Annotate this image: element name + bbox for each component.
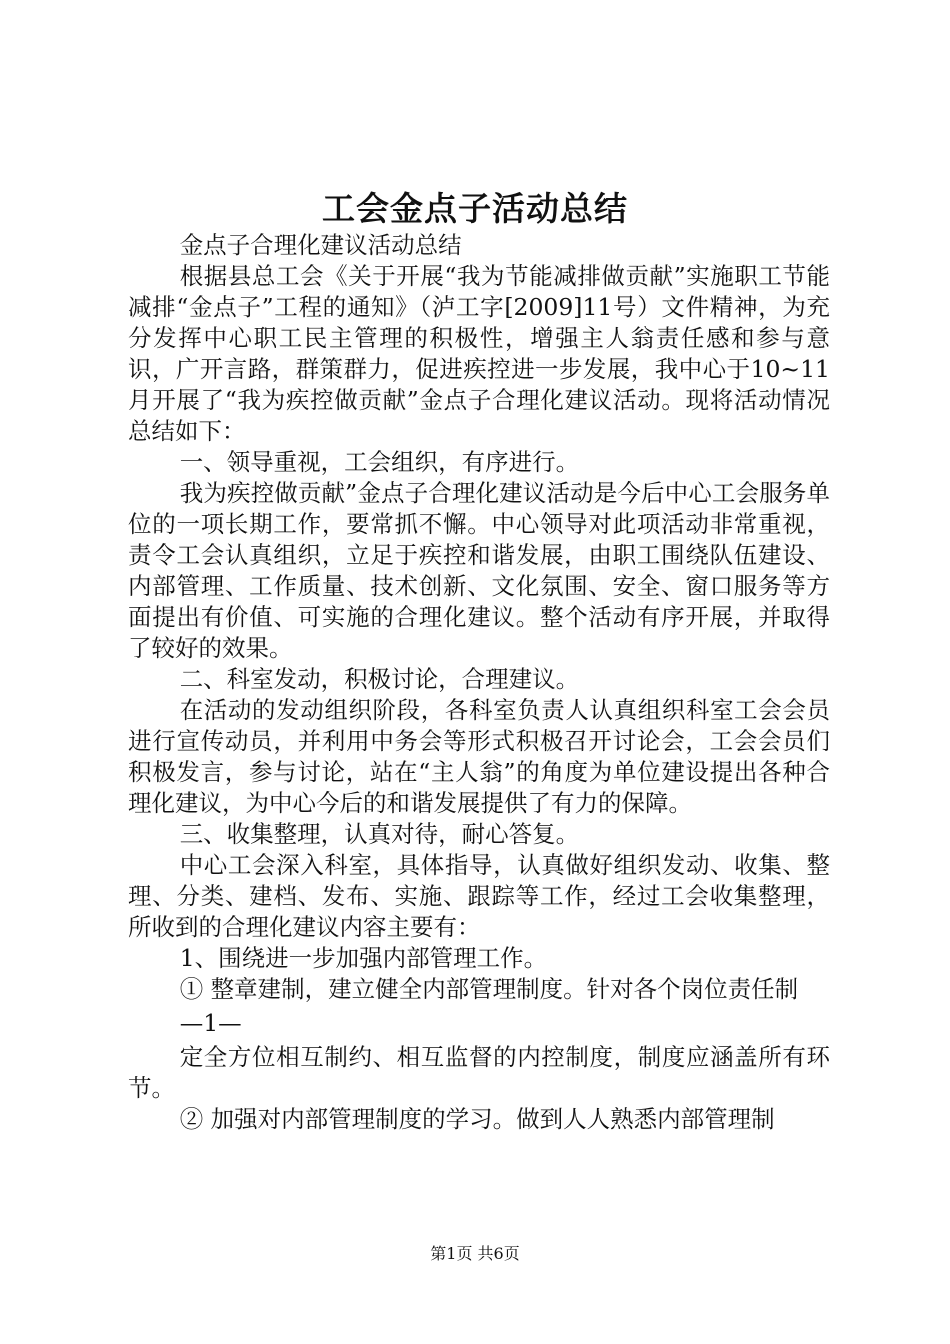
paragraph: ② 加强对内部管理制度的学习。做到人人熟悉内部管理制 — [179, 1105, 775, 1133]
paragraph: 1、围绕进一步加强内部管理工作。 — [179, 944, 548, 972]
document-title: 工会金点子活动总结 — [322, 189, 628, 228]
paragraph: 二、科室发动，积极讨论，合理建议。 — [179, 665, 580, 693]
paragraph: 定全方位相互制约、相互监督的内控制度，制度应涵盖所有环节。 — [128, 1043, 830, 1102]
paragraph: 根据县总工会《关于开展“我为节能减排做贡献”实施职工节能减排“金点子”工程的通知》（泸工字[2009]11号）文件精神，为充分发挥中心职工民主管理的积极性，增强主人翁责任感和参与意识，广开言路，群策群力，促进疾控进一步发展，我中心于10~11月开展了“我为疾控做贡献”金点子合理化建议活动。现将活动情况总结如下： — [128, 262, 830, 445]
paragraph: 我为疾控做贡献”金点子合理化建议活动是今后中心工会服务单位的一项长期工作，要常抓不懈。中心领导对此项活动非常重视，责令工会认真组织，立足于疾控和谐发展，由职工围绕队伍建设、内部管理、工作质量、技术创新、文化氛围、安全、窗口服务等方面提出有价值、可实施的合理化建议。整个活动有序开展，并取得了较好的效果。 — [128, 479, 830, 662]
paragraph: 在活动的发动组织阶段，各科室负责人认真组织科室工会会员进行宣传动员，并利用中务会等形式积极召开讨论会，工会会员们积极发言，参与讨论，站在“主人翁”的角度为单位建设提出各种合理化建议，为中心今后的和谐发展提供了有力的保障。 — [128, 696, 830, 817]
page-footer: 第1页 共6页 — [430, 1244, 520, 1263]
document-body — [128, 230, 830, 1135]
paragraph: ① 整章建制，建立健全内部管理制度。针对各个岗位责任制 — [179, 975, 799, 1003]
paragraph: 三、收集整理，认真对待，耐心答复。 — [179, 820, 580, 848]
paragraph: 一、领导重视，工会组织，有序进行。 — [179, 448, 580, 476]
inline-page-number: —1— — [179, 1009, 242, 1037]
paragraph: 中心工会深入科室，具体指导，认真做好组织发动、收集、整理、分类、建档、发布、实施、跟踪等工作，经过工会收集整理，所收到的合理化建议内容主要有： — [128, 851, 830, 941]
paragraph: 金点子合理化建议活动总结 — [179, 231, 462, 259]
